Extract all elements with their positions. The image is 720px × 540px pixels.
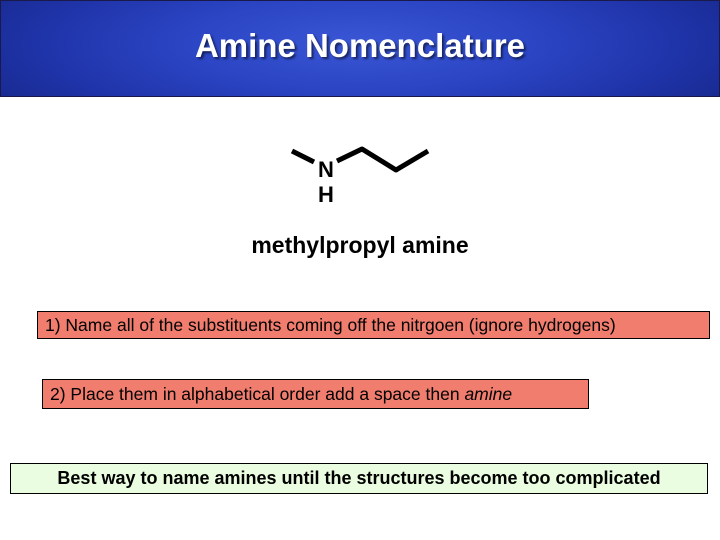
- rule-2-box: [42, 379, 589, 409]
- compound-name: methylpropyl amine: [251, 232, 469, 258]
- rule-2-emphasis: amine: [464, 384, 513, 404]
- summary-note-text: Best way to name amines until the structures become too complicated: [57, 468, 661, 488]
- rule-1-text: 1) Name all of the substituents coming off the nitrgoen (ignore hydrogens): [45, 315, 616, 335]
- propyl-bond-3: [396, 151, 428, 170]
- rule-2-text: 2) Place them in alphabetical order add a space then: [50, 384, 465, 404]
- slide-title: Amine Nomenclature: [194, 27, 526, 64]
- nitrogen-atom-label: N: [318, 157, 334, 182]
- methylpropylamine-structure: [286, 140, 436, 210]
- methyl-bond: [292, 151, 314, 162]
- propyl-bond-2: [362, 149, 396, 170]
- rule-1-box: [37, 311, 710, 339]
- summary-note-box: [10, 463, 708, 494]
- hydrogen-atom-label: H: [318, 182, 334, 207]
- n-propyl-bond: [337, 149, 362, 161]
